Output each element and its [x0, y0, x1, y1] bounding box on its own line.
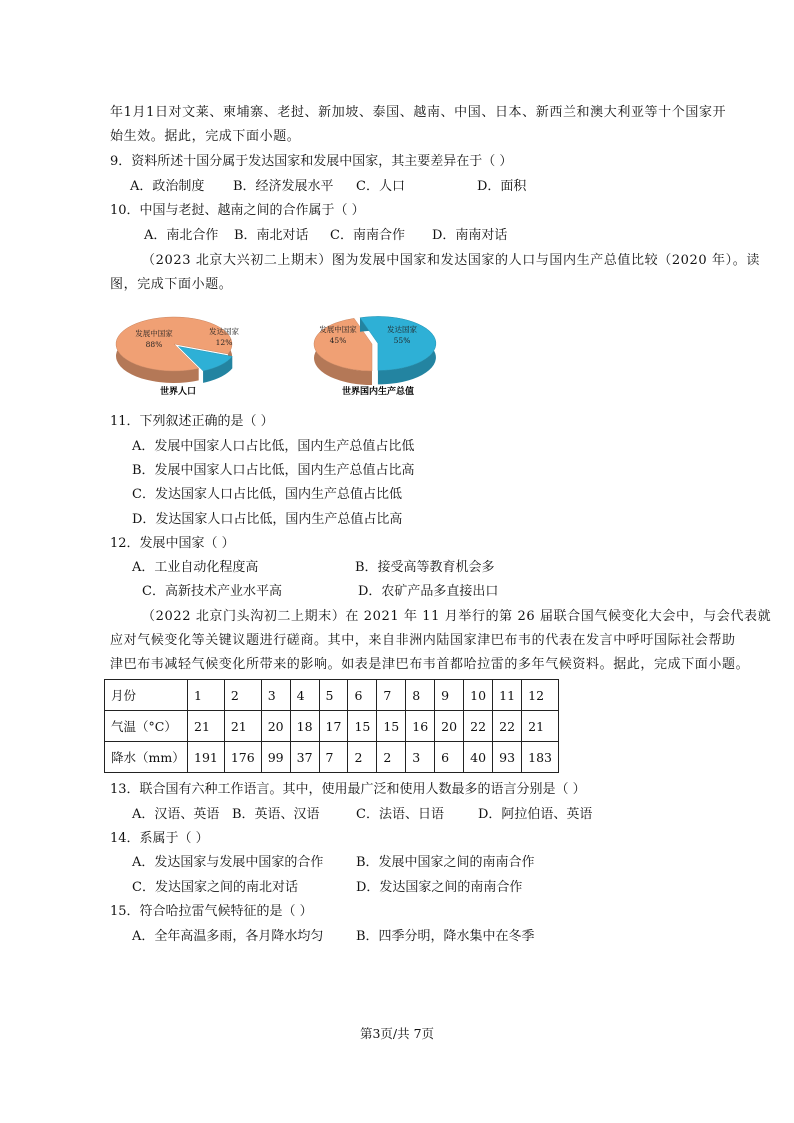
- q11-option-b: B．发展中国家人口占比低，国内生产总值占比高: [132, 463, 415, 478]
- month-cell: 12: [522, 680, 559, 711]
- pie1-title: 世界人口: [159, 387, 197, 397]
- q14-stem: 14．系属于（ ）: [110, 831, 209, 846]
- month-cell: 10: [464, 680, 493, 711]
- q9-option-c: C．人口: [356, 179, 405, 194]
- month-cell: 8: [406, 680, 435, 711]
- pie-chart-population: [112, 308, 262, 400]
- pie-chart-gdp: [308, 308, 448, 400]
- precipitation-cell: 40: [464, 742, 493, 773]
- row-label-temperature: 气温（°C）: [105, 711, 188, 742]
- pie-slice-value: 88%: [145, 340, 163, 349]
- q13-option-d: D．阿拉伯语、英语: [478, 807, 593, 822]
- q14-option-d: D．发达国家之间的南南合作: [356, 880, 523, 895]
- q10-option-c: C．南南合作: [330, 228, 405, 243]
- month-cell: 6: [348, 680, 377, 711]
- temperature-cell: 22: [464, 711, 493, 742]
- month-cell: 9: [435, 680, 464, 711]
- precipitation-cell: 183: [522, 742, 559, 773]
- q9-option-b: B．经济发展水平: [233, 179, 334, 194]
- passage3-line-2: 应对气候变化等关键议题进行磋商。其中，来自非洲内陆国家津巴布韦的代表在发言中呼吁国际社会帮助: [110, 633, 736, 648]
- q15-stem: 15．符合哈拉雷气候特征的是（ ）: [110, 904, 313, 919]
- passage2-line-1: （2023 北京大兴初二上期末）图为发展中国家和发达国家的人口与国内生产总值比较（2020 年）。读: [142, 253, 760, 268]
- table-row-months: [105, 680, 559, 711]
- precipitation-cell: 99: [261, 742, 290, 773]
- temperature-cell: 17: [319, 711, 348, 742]
- pie-slice-name: 发展中国家: [319, 325, 357, 334]
- q12-stem: 12．发展中国家（ ）: [110, 536, 235, 551]
- passage3-line-1: （2022 北京门头沟初二上期末）在 2021 年 11 月举行的第 26 届联合国气候变化大会中，与会代表就: [142, 609, 772, 624]
- temperature-cell: 20: [435, 711, 464, 742]
- temperature-cell: 21: [224, 711, 261, 742]
- temperature-cell: 16: [406, 711, 435, 742]
- page-footer: 第3页/共 7页: [359, 1026, 435, 1041]
- month-cell: 5: [319, 680, 348, 711]
- q10-option-a: A．南北合作: [144, 228, 219, 243]
- q12-option-b: B．接受高等教育机会多: [355, 560, 495, 575]
- precipitation-cell: 93: [493, 742, 522, 773]
- q10-option-b: B．南北对话: [234, 228, 309, 243]
- month-cell: 7: [377, 680, 406, 711]
- pie2-title: 世界国内生产总值: [341, 387, 415, 397]
- q11-option-a: A．发展中国家人口占比低，国内生产总值占比低: [132, 439, 415, 454]
- precipitation-cell: 7: [319, 742, 348, 773]
- precipitation-cell: 2: [377, 742, 406, 773]
- q9-stem: 9．资料所述十国分属于发达国家和发展中国家，其主要差异在于（ ）: [110, 154, 513, 169]
- temperature-cell: 15: [377, 711, 406, 742]
- climate-table: [104, 679, 559, 773]
- q11-stem: 11．下列叙述正确的是（ ）: [110, 414, 274, 429]
- intro-line-1: 年1月1日对文莱、柬埔寨、老挝、新加坡、泰国、越南、中国、日本、新西兰和澳大利亚等十个国家开: [110, 105, 727, 120]
- month-cell: 11: [493, 680, 522, 711]
- q12-option-d: D．农矿产品多直接出口: [358, 584, 499, 599]
- temperature-cell: 21: [522, 711, 559, 742]
- q13-option-c: C．法语、日语: [356, 807, 444, 822]
- intro-line-2: 始生效。据此，完成下面小题。: [110, 129, 301, 144]
- pie-slice-name: 发达国家: [387, 325, 417, 334]
- row-label-month: 月份: [105, 680, 188, 711]
- q12-option-c: C．高新技术产业水平高: [142, 584, 282, 599]
- pie-slice-value: 45%: [329, 336, 347, 345]
- temperature-cell: 18: [290, 711, 319, 742]
- q11-option-c: C．发达国家人口占比低，国内生产总值占比低: [132, 487, 402, 502]
- pie-slice-value: 12%: [215, 338, 233, 347]
- q13-stem: 13．联合国有六种工作语言。其中，使用最广泛和使用人数最多的语言分别是（ ）: [110, 782, 586, 797]
- q9-option-a: A．政治制度: [130, 179, 205, 194]
- passage3-line-3: 津巴布韦减轻气候变化所带来的影响。如表是津巴布韦首都哈拉雷的多年气候资料。据此，完成下面小题。: [110, 657, 750, 672]
- passage2-line-2: 图，完成下面小题。: [110, 277, 233, 292]
- month-cell: 1: [188, 680, 225, 711]
- temperature-cell: 21: [188, 711, 225, 742]
- q9-option-d: D．面积: [477, 179, 527, 194]
- q10-option-d: D．南南对话: [432, 228, 508, 243]
- pie-slice-value: 55%: [393, 336, 411, 345]
- q11-option-d: D．发达国家人口占比低，国内生产总值占比高: [132, 512, 403, 527]
- month-cell: 2: [224, 680, 261, 711]
- month-cell: 4: [290, 680, 319, 711]
- row-label-precipitation: 降水（mm）: [105, 742, 188, 773]
- q12-option-a: A．工业自动化程度高: [132, 560, 259, 575]
- q14-option-c: C．发达国家之间的南北对话: [132, 880, 298, 895]
- q15-option-a: A．全年高温多雨，各月降水均匀: [132, 929, 324, 944]
- temperature-cell: 22: [493, 711, 522, 742]
- q10-stem: 10．中国与老挝、越南之间的合作属于（ ）: [110, 203, 365, 218]
- precipitation-cell: 191: [188, 742, 225, 773]
- temperature-cell: 15: [348, 711, 377, 742]
- table-row-precipitation: [105, 742, 559, 773]
- precipitation-cell: 3: [406, 742, 435, 773]
- pie-slice-name: 发展中国家: [135, 329, 173, 338]
- q13-option-a: A．汉语、英语: [132, 807, 220, 822]
- precipitation-cell: 176: [224, 742, 261, 773]
- month-cell: 3: [261, 680, 290, 711]
- q13-option-b: B．英语、汉语: [232, 807, 320, 822]
- q14-option-a: A．发达国家与发展中国家的合作: [132, 855, 324, 870]
- temperature-cell: 20: [261, 711, 290, 742]
- precipitation-cell: 6: [435, 742, 464, 773]
- precipitation-cell: 2: [348, 742, 377, 773]
- q14-option-b: B．发展中国家之间的南南合作: [356, 855, 535, 870]
- table-row-temperature: [105, 711, 559, 742]
- precipitation-cell: 37: [290, 742, 319, 773]
- pie-slice-name: 发达国家: [209, 327, 239, 336]
- q15-option-b: B．四季分明，降水集中在冬季: [356, 929, 535, 944]
